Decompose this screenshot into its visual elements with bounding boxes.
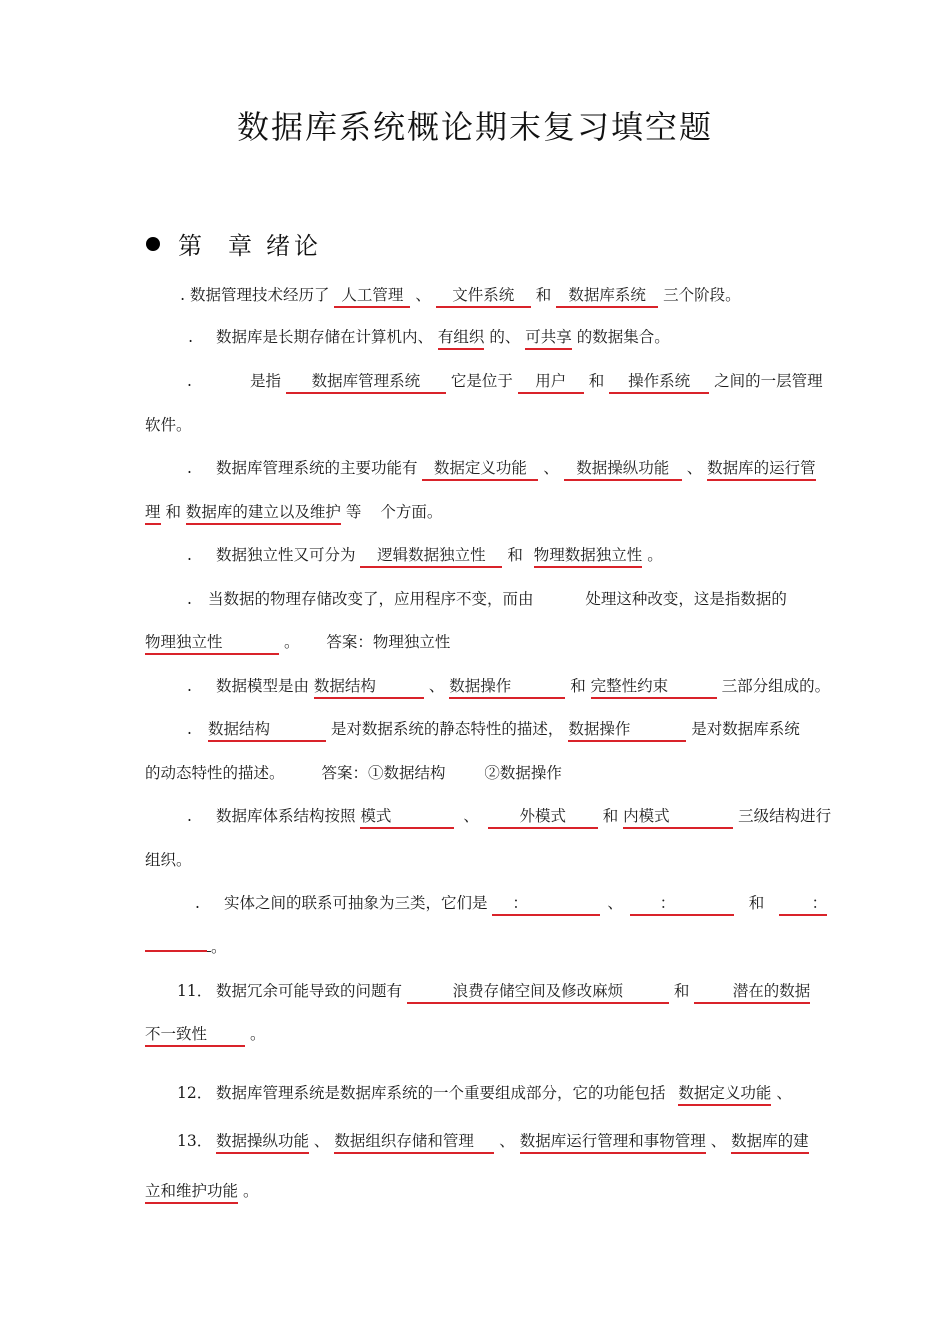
question-text: 、 (776, 1084, 792, 1102)
separator: 、 (313, 1132, 330, 1150)
answer-blank: 数据定义功能 (422, 457, 538, 481)
answer-note: 答案：①数据结构 (321, 764, 446, 782)
answer-blank: 有组织 (438, 326, 485, 350)
question-number: . (195, 894, 200, 912)
question-3 (145, 370, 823, 394)
answer-blank: 数据库管理系统 (286, 370, 446, 394)
question-10-continued (145, 936, 810, 958)
question-number: . (187, 720, 192, 738)
answer-blank: 完整性约束 (591, 675, 717, 699)
bullet-icon (146, 237, 160, 251)
separator: 和 (535, 286, 552, 304)
question-text: 当数据的物理存储改变了，应用程序不变，而由 (207, 590, 534, 608)
question-text: 。 (211, 938, 227, 956)
answer-blank: 数据操作 (568, 718, 686, 742)
question-13-continued (145, 1180, 810, 1204)
separator: 、 (543, 459, 559, 477)
question-4-continued (145, 501, 810, 525)
question-number: . (188, 328, 193, 346)
question-text: 的、 (489, 328, 521, 346)
answer-blank: 数据结构 (208, 718, 326, 742)
answer-blank: 模式 (360, 805, 454, 829)
answer-blank: 理 (145, 501, 161, 525)
question-text: 等 (345, 503, 362, 521)
answer-blank: 浪费存储空间及修改麻烦 (407, 980, 669, 1004)
question-text: 之间的一层管理 (714, 372, 823, 390)
separator: 、 (607, 894, 623, 912)
answer-blank: 逻辑数据独立性 (360, 544, 502, 568)
answer-blank: 数据操纵功能 (564, 457, 682, 481)
answer-blank: 操作系统 (609, 370, 709, 394)
question-text: 数据冗余可能导致的问题有 (215, 982, 402, 1000)
question-number: . (180, 286, 185, 304)
question-text: 和 (588, 372, 605, 390)
question-3-continued (145, 414, 810, 436)
question-10 (145, 892, 828, 916)
answer-blank: 立和维护功能 (145, 1180, 238, 1204)
answer-blank: 物理独立性 (145, 631, 279, 655)
section-label-b: 章 (228, 232, 256, 260)
question-number: . (187, 807, 192, 825)
question-7 (145, 675, 831, 699)
answer-blank: 数据库运行管理和事物管理 (520, 1130, 706, 1154)
answer-blank: 数据操作 (449, 675, 565, 699)
answer-blank: 人工管理 (334, 284, 410, 308)
separator: 和 (570, 677, 586, 695)
question-8 (145, 718, 810, 742)
question-11 (145, 980, 810, 1004)
question-1 (145, 284, 810, 308)
question-text: 数据模型是由 (215, 677, 309, 695)
answer-note: ②数据操作 (484, 764, 562, 782)
question-number: . (187, 590, 192, 608)
separator: 、 (499, 1132, 515, 1150)
question-text: 处理这种改变，这是指数据的 (585, 590, 787, 608)
section-heading (146, 226, 322, 261)
question-text: 和 (165, 503, 181, 521)
question-text: 数据独立性又可分为 (215, 546, 356, 564)
question-text: 的动态特性的描述。 (145, 764, 285, 782)
question-text: 。 (283, 633, 300, 651)
question-number: 12． (177, 1084, 213, 1102)
page-title: 数据库系统概论期末复习填空题 (236, 108, 713, 146)
question-text: 和 (673, 982, 690, 1000)
separator: 和 (602, 807, 619, 825)
question-text: 数据库管理系统是数据库系统的一个重要组成部分，它的功能包括 (215, 1084, 666, 1102)
question-5 (145, 544, 810, 568)
question-9-continued (145, 849, 810, 871)
question-text: 三级结构进行 (738, 807, 832, 825)
question-text: 实体之间的联系可抽象为三类，它们是 (223, 894, 488, 912)
answer-blank: 用户 (518, 370, 584, 394)
question-text: 。 (242, 1182, 259, 1200)
answer-blank: 物理数据独立性 (534, 544, 643, 568)
question-number: . (187, 546, 192, 564)
question-text: 数据库管理系统的主要功能有 (215, 459, 418, 477)
question-2 (145, 326, 810, 350)
answer-blank: 数据定义功能 (678, 1082, 771, 1106)
question-text: 数据库是长期存储在计算机内、 (215, 328, 433, 346)
question-text: 是对数据库系统 (691, 720, 800, 738)
separator: 、 (710, 1132, 727, 1150)
question-number: . (187, 677, 192, 695)
answer-blank: 内模式 (623, 805, 733, 829)
separator: 、 (415, 286, 431, 304)
question-9 (145, 805, 832, 829)
answer-blank: ： (492, 892, 600, 916)
question-11-continued (145, 1023, 810, 1047)
question-number: . (187, 459, 192, 477)
answer-blank: 数据结构 (314, 675, 424, 699)
question-text: 数据库体系结构按照 (215, 807, 356, 825)
question-8-continued (145, 762, 810, 784)
section-title: 绪论 (266, 232, 322, 260)
answer-blank (145, 950, 207, 952)
separator: 、 (463, 807, 479, 825)
question-text: 是指 (249, 372, 281, 390)
question-13 (145, 1130, 810, 1154)
answer-blank: ： (779, 892, 827, 916)
question-text: 软件。 (145, 416, 192, 434)
question-text: 三部分组成的。 (721, 677, 831, 695)
question-text: 数据管理技术经历了 (189, 286, 330, 304)
question-text: 组织。 (145, 851, 192, 869)
question-6-continued (145, 631, 810, 655)
question-text: 是对数据系统的静态特性的描述， (330, 720, 564, 738)
answer-blank: 潜在的数据 (694, 980, 810, 1004)
question-text: 它是位于 (450, 372, 513, 390)
question-text: 和 (507, 546, 523, 564)
question-text: 的数据集合。 (576, 328, 670, 346)
answer-blank: ： (630, 892, 734, 916)
answer-blank: 数据库的建 (731, 1130, 809, 1154)
question-text: 三个阶段。 (663, 286, 741, 304)
section-label-a: 第 (178, 232, 206, 260)
answer-blank: 不一致性 (145, 1023, 245, 1047)
answer-blank: 可共享 (525, 326, 572, 350)
separator: 、 (686, 459, 703, 477)
question-6 (145, 588, 810, 610)
question-number: . (187, 372, 192, 390)
question-4 (145, 457, 816, 481)
answer-blank: 文件系统 (436, 284, 531, 308)
question-text: 。 (647, 546, 663, 564)
answer-blank: 外模式 (488, 805, 598, 829)
answer-note: 答案：物理独立性 (326, 633, 451, 651)
answer-blank: 数据库的运行管 (707, 457, 816, 481)
question-text: 个方面。 (380, 503, 443, 521)
answer-blank: 数据库系统 (556, 284, 658, 308)
question-12 (145, 1082, 810, 1106)
question-text: 。 (249, 1025, 266, 1043)
separator: 和 (748, 894, 765, 912)
separator: 、 (428, 677, 445, 695)
answer-blank: 数据库的建立以及维护 (186, 501, 341, 525)
question-number: 11． (177, 982, 213, 1000)
answer-blank: 数据操纵功能 (216, 1130, 309, 1154)
question-number: 13． (177, 1132, 213, 1150)
answer-blank: 数据组织存储和管理 (334, 1130, 494, 1154)
